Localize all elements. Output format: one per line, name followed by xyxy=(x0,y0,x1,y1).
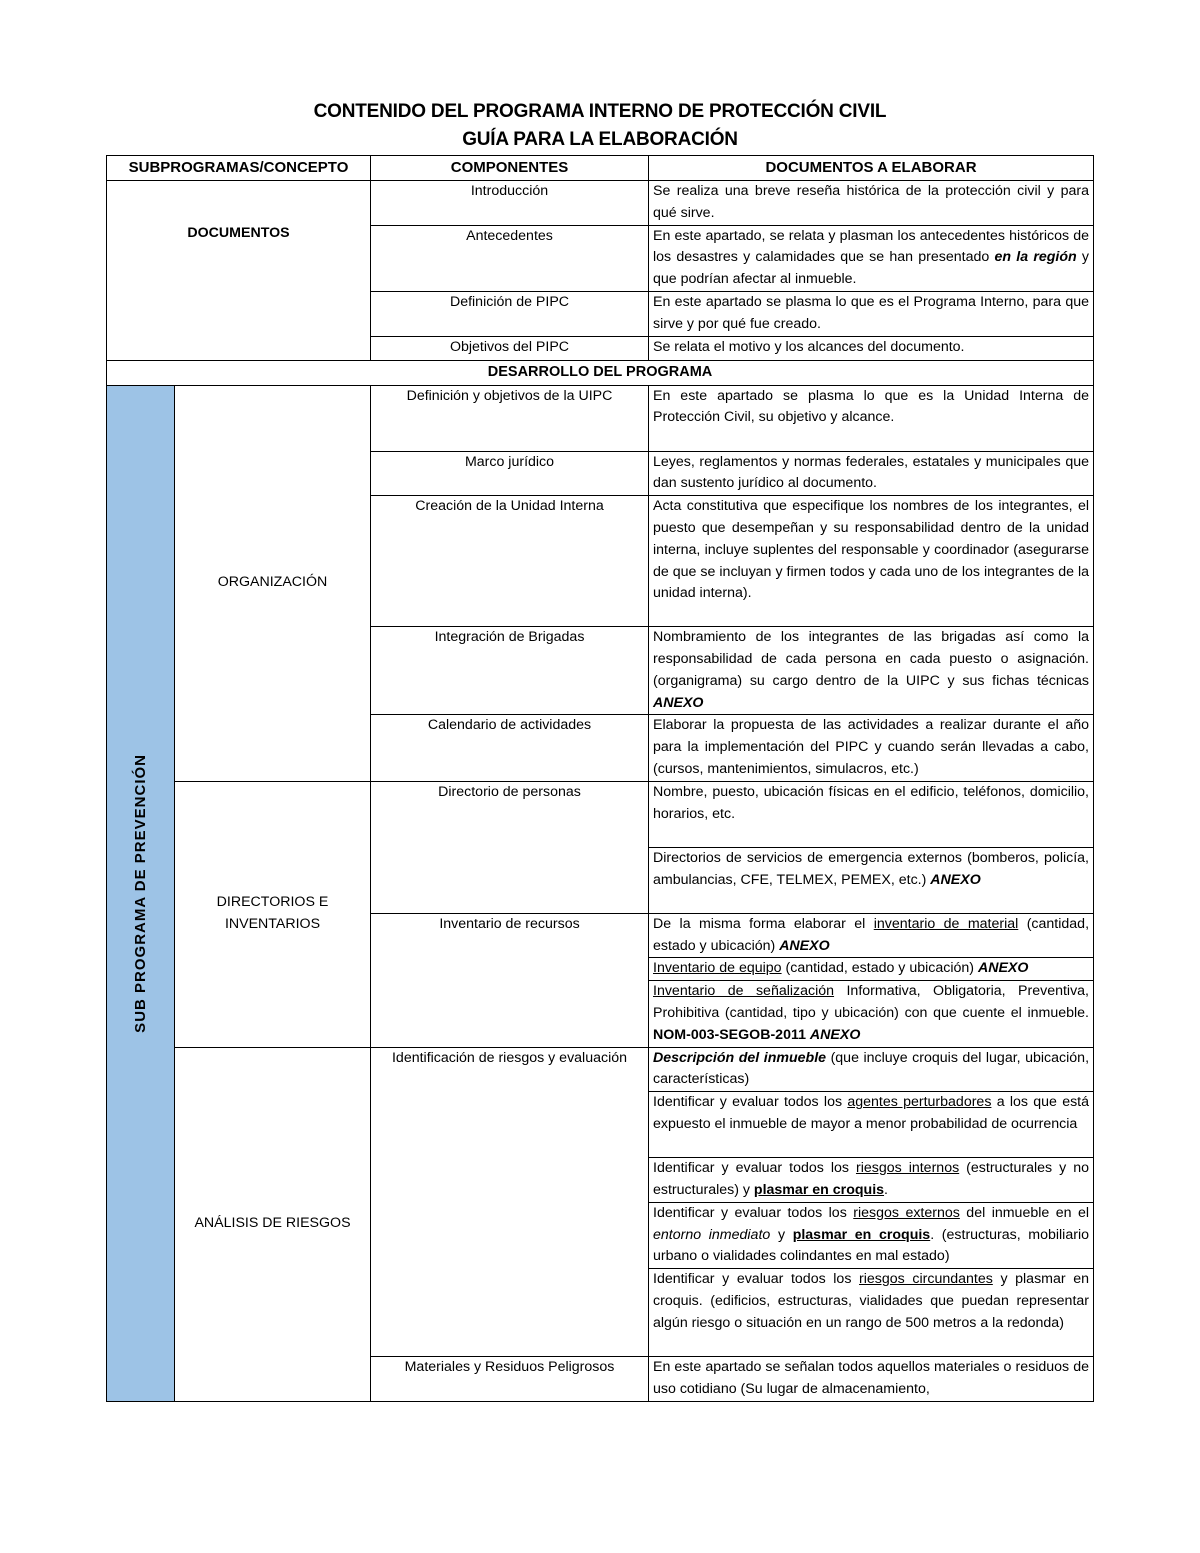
component-cell: Antecedentes xyxy=(371,225,649,291)
document-cell: En este apartado, se relata y plasman los antecedentes históricos de los desastres y calamidades que se han presentado en la región y que podrían afectar al inmueble. xyxy=(649,225,1094,291)
component-cell: Materiales y Residuos Peligrosos xyxy=(371,1357,649,1402)
document-cell: Identificar y evaluar todos los riesgos externos del inmueble en el entorno inmediato y plasmar en croquis. (estructuras, mobiliario urbano o vialidades colindantes en mal estado) xyxy=(649,1202,1094,1268)
component-cell: Creación de la Unidad Interna xyxy=(371,496,649,627)
header-componentes: COMPONENTES xyxy=(371,156,649,181)
document-cell: Nombre, puesto, ubicación físicas en el edificio, teléfonos, domicilio, horarios, etc. xyxy=(649,781,1094,847)
component-cell: Inventario de recursos xyxy=(371,913,649,1047)
document-cell: Identificar y evaluar todos los agentes perturbadores a los que está expuesto el inmueble de mayor a menor probabilidad de ocurrencia xyxy=(649,1092,1094,1158)
document-title: CONTENIDO DEL PROGRAMA INTERNO DE PROTECCIÓN CIVIL xyxy=(313,101,887,122)
document-cell: En este apartado se plasma lo que es la Unidad Interna de Protección Civil, su objetivo y alcance. xyxy=(649,385,1094,451)
header-documentos: DOCUMENTOS A ELABORAR xyxy=(649,156,1094,181)
component-cell: Definición y objetivos de la UIPC xyxy=(371,385,649,451)
document-cell: Nombramiento de los integrantes de las brigadas así como la responsabilidad de cada persona en cada puesto o asignación. (organigrama) su cargo dentro de la UIPC y sus fichas técnicas ANEXO xyxy=(649,627,1094,715)
concept-analisis: ANÁLISIS DE RIESGOS xyxy=(175,1047,371,1401)
section-row xyxy=(107,360,1094,385)
table-row xyxy=(107,1047,1094,1092)
component-cell: Integración de Brigadas xyxy=(371,627,649,715)
header-subprogramas: SUBPROGRAMAS/CONCEPTO xyxy=(107,156,371,181)
document-cell: Identificar y evaluar todos los riesgos internos (estructurales y no estructurales) y plasmar en croquis. xyxy=(649,1158,1094,1203)
section-desarrollo: DESARROLLO DEL PROGRAMA xyxy=(107,360,1094,385)
header-row xyxy=(107,156,1094,181)
document-cell: Inventario de equipo (cantidad, estado y ubicación) ANEXO xyxy=(649,958,1094,981)
document-cell: Se realiza una breve reseña histórica de la protección civil y para qué sirve. xyxy=(649,181,1094,226)
document-cell: Se relata el motivo y los alcances del documento. xyxy=(649,336,1094,360)
concept-documentos: DOCUMENTOS xyxy=(107,181,371,361)
concept-directorios: DIRECTORIOS E INVENTARIOS xyxy=(175,781,371,1047)
document-cell: Inventario de señalización Informativa, Obligatoria, Preventiva, Prohibitiva (cantidad, tipo y ubicación) con que cuente el inmueble. NOM-003-SEGOB-2011 ANEXO xyxy=(649,981,1094,1047)
component-cell: Directorio de personas xyxy=(371,781,649,913)
table-row xyxy=(107,781,1094,847)
document-cell: Elaborar la propuesta de las actividades a realizar durante el año para la implementación del PIPC y cuando serán llevadas a cabo, (cursos, mantenimientos, simulacros, etc.) xyxy=(649,715,1094,781)
document-cell: De la misma forma elaborar el inventario de material (cantidad, estado y ubicación) ANEXO xyxy=(649,913,1094,958)
component-cell: Definición de PIPC xyxy=(371,291,649,336)
document-cell: En este apartado se plasma lo que es el Programa Interno, para que sirve y por qué fue creado. xyxy=(649,291,1094,336)
component-cell: Introducción xyxy=(371,181,649,226)
document-cell: Leyes, reglamentos y normas federales, estatales y municipales que dan sustento jurídico al documento. xyxy=(649,451,1094,496)
document-cell: Acta constitutiva que especifique los nombres de los integrantes, el puesto que desempeñan y su responsabilidad dentro de la unidad interna, incluye suplentes del responsable y coordinador (asegurarse de que se incluyan y firmen todos y cada uno de los integrantes de la unidad interna). xyxy=(649,496,1094,627)
document-cell: Identificar y evaluar todos los riesgos circundantes y plasmar en croquis. (edificios, estructuras, vialidades que puedan representar algún riesgo o situación en un rango de 500 metros a la redonda) xyxy=(649,1269,1094,1357)
component-cell: Objetivos del PIPC xyxy=(371,336,649,360)
component-cell: Identificación de riesgos y evaluación xyxy=(371,1047,649,1357)
document-cell: En este apartado se señalan todos aquellos materiales o residuos de uso cotidiano (Su lugar de almacenamiento, xyxy=(649,1357,1094,1402)
component-cell: Marco jurídico xyxy=(371,451,649,496)
document-cell: Directorios de servicios de emergencia externos (bomberos, policía, ambulancias, CFE, TELMEX, PEMEX, etc.) ANEXO xyxy=(649,847,1094,913)
document-subtitle: GUÍA PARA LA ELABORACIÓN xyxy=(462,129,738,150)
concept-organizacion: ORGANIZACIÓN xyxy=(175,385,371,781)
component-cell: Calendario de actividades xyxy=(371,715,649,781)
document-cell: Descripción del inmueble (que incluye croquis del lugar, ubicación, características) xyxy=(649,1047,1094,1092)
table-row xyxy=(107,181,1094,226)
content-table xyxy=(106,155,1094,1402)
subprograma-prevencion: SUB PROGRAMA DE PREVENCIÓN xyxy=(107,385,175,1401)
table-row xyxy=(107,385,1094,451)
